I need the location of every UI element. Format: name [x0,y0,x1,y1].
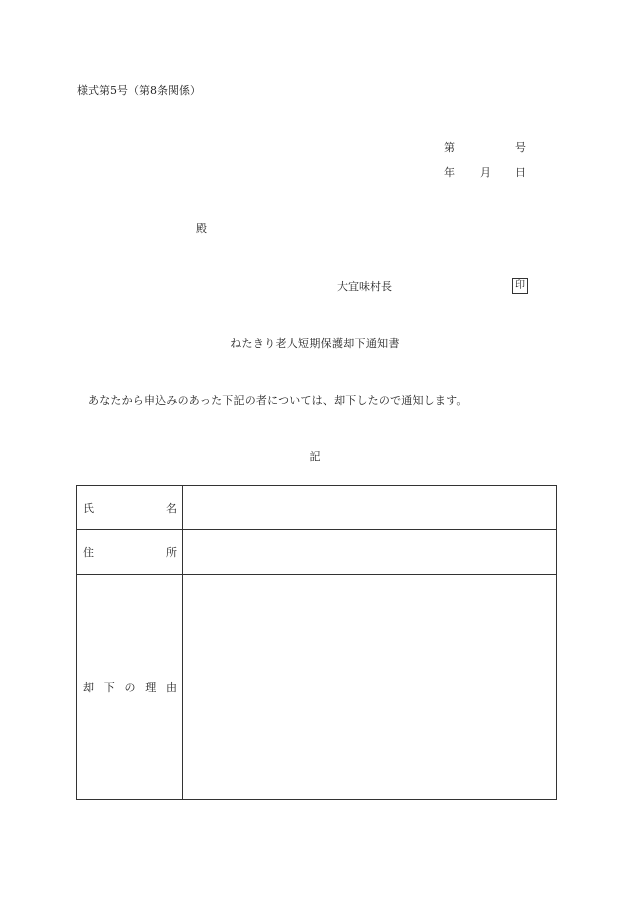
address-label-cell [77,530,183,575]
issuer-name: 大宜味村長 [337,280,392,293]
name-label-char: 氏 [83,501,94,515]
reason-label-char: の [124,681,136,694]
name-label [83,500,177,516]
reason-label-char: 却 [83,681,94,694]
address-label-char: 所 [166,546,177,559]
notice-body: あなたから申込みのあった下記の者については、却下したので通知します。 [88,394,468,407]
table-row-reason [77,575,557,800]
ki-heading: 記 [309,450,321,463]
document-number-suffix: 号 [515,141,526,154]
reason-label-char: 下 [103,681,115,694]
reason-label-char: 理 [145,681,157,694]
address-label-char: 住 [83,546,94,559]
document-title: ねたきり老人短期保護却下通知書 [230,337,400,350]
name-label-cell [77,486,183,530]
addressee-honorific: 殿 [196,222,207,235]
form-number: 様式第5号（第8条関係） [77,84,201,97]
date-day: 日 [515,166,526,179]
name-label-char: 名 [166,501,177,515]
document-number-prefix: 第 [444,141,455,154]
details-table [76,485,557,800]
reason-value-cell[interactable] [183,575,557,800]
table-row-address [77,530,557,575]
date-month: 月 [480,166,491,179]
table-row-name [77,486,557,530]
address-label [83,544,177,560]
reason-label [83,679,177,695]
reason-label-char: 由 [166,681,177,694]
reason-label-cell [77,575,183,800]
name-value-cell[interactable] [183,486,557,530]
seal-mark: 印 [512,278,528,294]
address-value-cell[interactable] [183,530,557,575]
date-year: 年 [444,166,455,179]
